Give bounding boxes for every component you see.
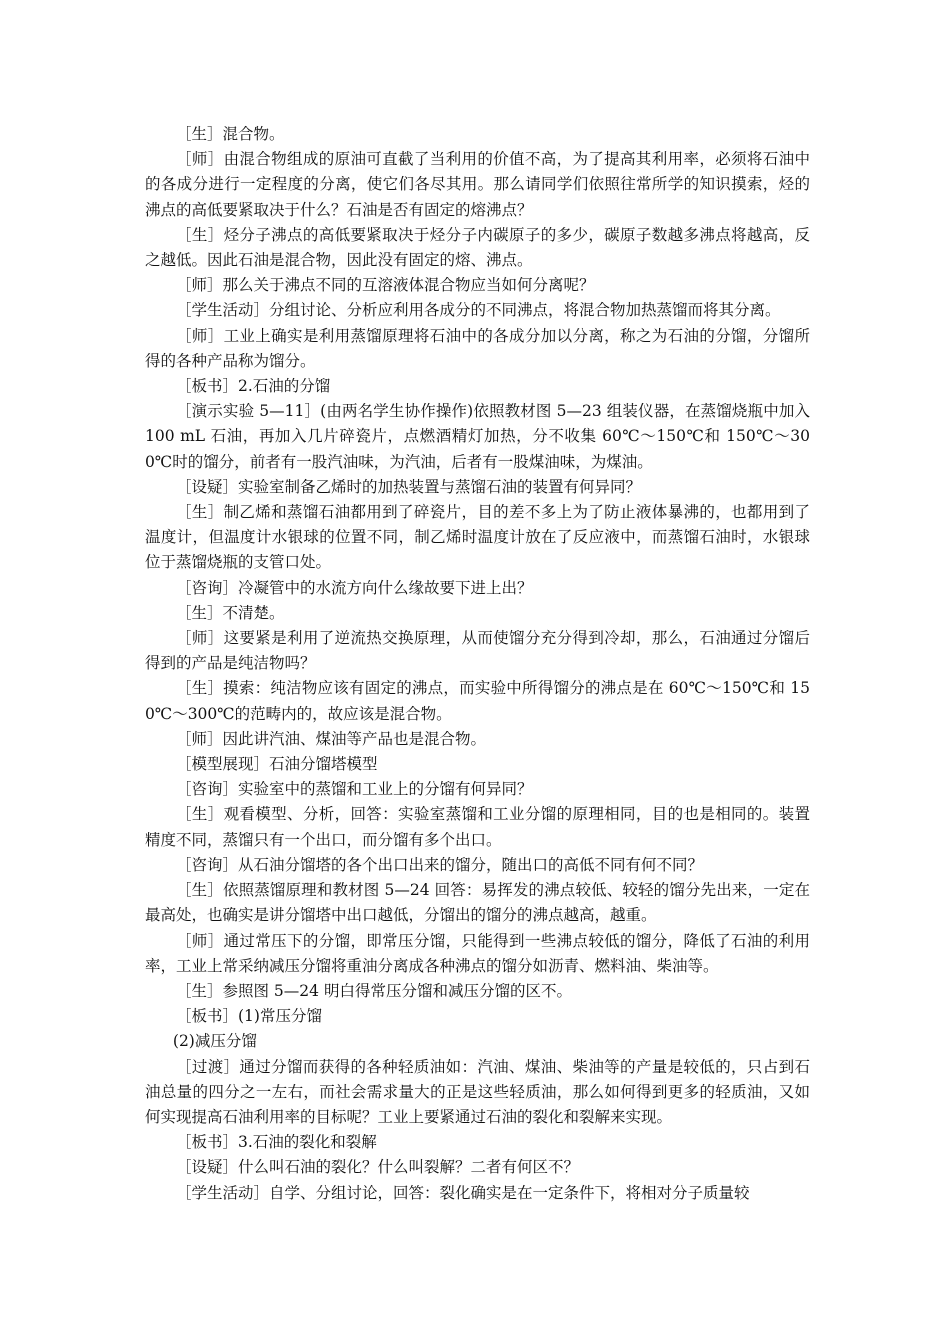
paragraph: ［师］由混合物组成的原油可直截了当利用的价值不高，为了提高其利用率，必须将石油中的各成分进行一定程度的分离，使它们各尽其用。那么请同学们依照往常所学的知识摸索，烃的沸点的高低要紧取决于什么？石油是否有固定的熔沸点？	[145, 150, 810, 219]
paragraph: ［咨询］从石油分馏塔的各个出口出来的馏分，随出口的高低不同有何不同？	[176, 855, 704, 874]
paragraph: ［师］通过常压下的分馏，即常压分馏，只能得到一些沸点较低的馏分，降低了石油的利用率，工业上常采纳减压分馏将重油分离成各种沸点的馏分如沥青、燃料油、柴油等。	[145, 931, 810, 975]
paragraph: ［师］这要紧是利用了逆流热交换原理，从而使馏分充分得到冷却，那么，石油通过分馏后得到的产品是纯洁物吗？	[145, 629, 810, 673]
paragraph: ［生］制乙烯和蒸馏石油都用到了碎瓷片，目的差不多上为了防止液体暴沸的，也都用到了温度计，但温度计水银球的位置不同，制乙烯时温度计放在了反应液中，而蒸馏石油时，水银球位于蒸馏烧瓶的支管口处。	[145, 503, 810, 572]
paragraph: ［师］那么关于沸点不同的互溶液体混合物应当如何分离呢？	[176, 276, 595, 295]
paragraph: ［生］观看模型、分析，回答：实验室蒸馏和工业分馏的原理相同，目的也是相同的。装置精度不同，蒸馏只有一个出口，而分馏有多个出口。	[145, 805, 810, 849]
paragraph: ［模型展现］石油分馏塔模型	[176, 755, 378, 774]
document-body	[145, 122, 810, 1206]
paragraph: ［咨询］冷凝管中的水流方向什么缘故要下进上出？	[176, 578, 533, 597]
paragraph: ［生］参照图 5—24 明白得常压分馏和减压分馏的区不。	[176, 981, 572, 1000]
paragraph: ［咨询］实验室中的蒸馏和工业上的分馏有何异同？	[176, 780, 533, 799]
paragraph: ［演示实验 5—11］(由两名学生协作操作)依照教材图 5—23 组装仪器，在蒸馏烧瓶中加入 100 mL 石油，再加入几片碎瓷片，点燃酒精灯加热，分不收集 60℃～150℃和 150℃～300℃时的馏分，前者有一股汽油味，为汽油，后者有一股煤油味，为煤油。	[145, 402, 810, 471]
paragraph: ［生］烃分子沸点的高低要紧取决于烃分子内碳原子的多少，碳原子数越多沸点将越高，反之越低。因此石油是混合物，因此没有固定的熔、沸点。	[145, 225, 810, 270]
paragraph: ［生］混合物。	[176, 125, 285, 143]
paragraph: ［板书］2.石油的分馏	[176, 377, 331, 396]
paragraph: ［生］摸索：纯洁物应该有固定的沸点，而实验中所得馏分的沸点是在 60℃～150℃和 150℃～300℃的范畴内的，故应该是混合物。	[145, 679, 810, 723]
paragraph: (2)减压分馏	[172, 1032, 257, 1051]
paragraph: ［设疑］什么叫石油的裂化？什么叫裂解？二者有何区不？	[176, 1158, 580, 1177]
paragraph: ［师］因此讲汽油、煤油等产品也是混合物。	[176, 729, 487, 748]
paragraph: ［生］不清楚。	[176, 603, 285, 622]
paragraph: ［板书］3.石油的裂化和裂解	[176, 1133, 377, 1152]
paragraph: ［设疑］实验室制备乙烯时的加热装置与蒸馏石油的装置有何异同？	[176, 477, 642, 496]
paragraph: ［过渡］通过分馏而获得的各种轻质油如：汽油、煤油、柴油等的产量是较低的，只占到石油总量的四分之一左右，而社会需求量大的正是这些轻质油，那么如何得到更多的轻质油，又如何实现提高石油利用率的目标呢？工业上要紧通过石油的裂化和裂解来实现。	[145, 1057, 810, 1126]
paragraph: ［板书］(1)常压分馏	[176, 1007, 322, 1026]
paragraph: ［生］依照蒸馏原理和教材图 5—24 回答：易挥发的沸点较低、较轻的馏分先出来，一定在最高处，也确实是讲分馏塔中出口越低，分馏出的馏分的沸点越高，越重。	[145, 881, 810, 925]
paragraph: ［学生活动］分组讨论、分析应利用各成分的不同沸点，将混合物加热蒸馏而将其分离。	[176, 301, 781, 320]
paragraph: ［学生活动］自学、分组讨论，回答：裂化确实是在一定条件下，将相对分子质量较	[176, 1183, 750, 1202]
paragraph: ［师］工业上确实是利用蒸馏原理将石油中的各成分加以分离，称之为石油的分馏，分馏所得的各种产品称为馏分。	[145, 326, 810, 370]
